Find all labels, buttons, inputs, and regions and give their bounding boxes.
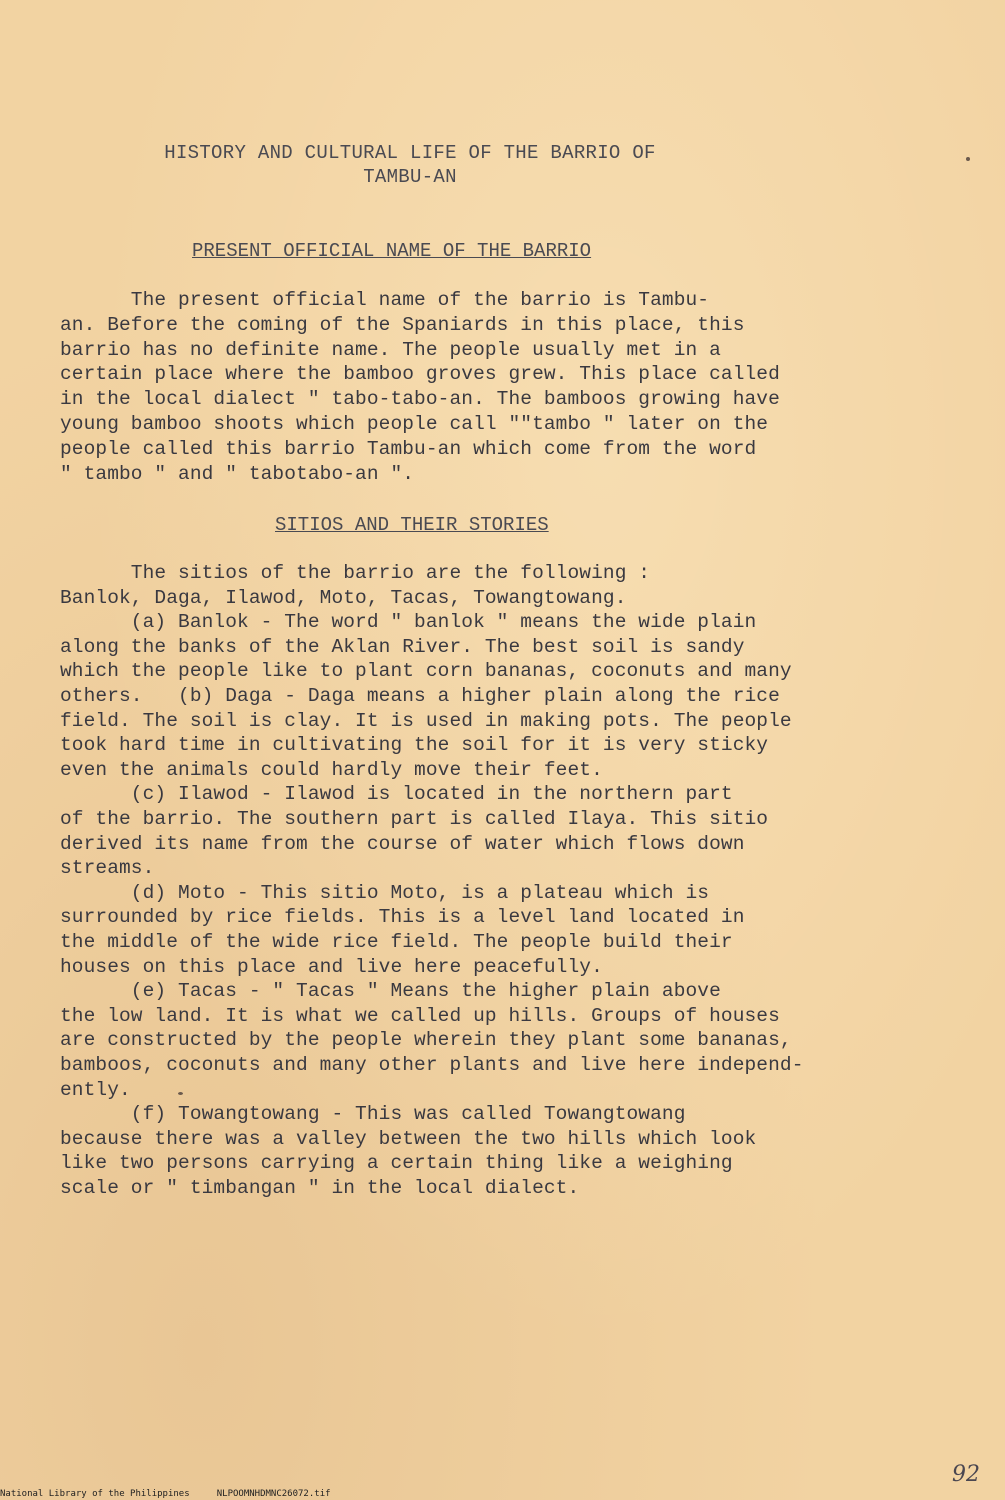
official-name-text-line: an. Before the coming of the Spaniards in this place, this [60, 313, 745, 336]
section-heading-official-name: PRESENT OFFICIAL NAME OF THE BARRIO [192, 240, 592, 262]
sitios-text-line: derived its name from the course of water which flows down [60, 832, 745, 855]
sitios-text-line: along the banks of the Aklan River. The best soil is sandy [60, 635, 745, 658]
sitios-text-line: like two persons carrying a certain thing like a weighing [60, 1152, 733, 1175]
sitios-text-line: which the people like to plant corn bananas, coconuts and many [60, 660, 792, 683]
document-title-line-1: HISTORY AND CULTURAL LIFE OF THE BARRIO OF [164, 142, 656, 164]
official-name-text-line: certain place where the bamboo groves grew. This place called [60, 363, 780, 386]
sitios-text-line: scale or " timbangan " in the local dialect. [60, 1177, 580, 1199]
sitios-text-line: surrounded by rice fields. This is a level land located in [60, 906, 745, 929]
sitios-text-line: (a) Banlok - The word " banlok " means the wide plain [60, 611, 757, 634]
archive-footer: National Library of the Philippines NLPOOMNHDMNC26072.tif [0, 1489, 331, 1499]
sitios-text-line: of the barrio. The southern part is called Ilaya. This sitio [60, 808, 769, 830]
sitios-text-line: took hard time in cultivating the soil for it is very sticky [60, 734, 769, 757]
official-name-text-line: in the local dialect " tabo-tabo-an. The bamboos growing have [60, 388, 780, 411]
document-title-line-2: TAMBU-AN [363, 166, 457, 188]
sitios-text-line: are constructed by the people wherein they plant some bananas, [60, 1029, 792, 1052]
ink-speck [966, 157, 970, 161]
ink-speck [178, 1092, 183, 1095]
sitios-text-line: (f) Towangtowang - This was called Towangtowang [60, 1103, 686, 1126]
sitios-text-line: others. (b) Daga - Daga means a higher plain along the rice [60, 685, 780, 707]
page-number: 92 [952, 1462, 980, 1487]
sitios-text-line: (e) Tacas - " Tacas " Means the higher plain above [60, 980, 721, 1003]
sitios-text-line: streams. [60, 857, 155, 880]
sitios-text-line: (c) Ilawod - Ilawod is located in the northern part [60, 783, 733, 806]
sitios-text-line: the low land. It is what we called up hills. Groups of houses [60, 1004, 780, 1027]
sitios-text-line: field. The soil is clay. It is used in making pots. The people [60, 709, 792, 732]
sitios-text-line: (d) Moto - This sitio Moto, is a plateau which is [60, 881, 710, 904]
official-name-text-line: young bamboo shoots which people call ""tambo " later on the [60, 413, 769, 435]
sitios-text-line: Banlok, Daga, Ilawod, Moto, Tacas, Towangtowang. [60, 586, 627, 609]
official-name-text-line: people called this barrio Tambu-an which come from the word [60, 437, 757, 460]
sitios-text-line: ently. [60, 1078, 131, 1101]
official-name-text-line: barrio has no definite name. The people usually met in a [60, 338, 721, 361]
official-name-text-line: " tambo " and " tabotabo-an ". [60, 462, 415, 485]
sitios-text-line: The sitios of the barrio are the following : [60, 562, 651, 584]
sitios-text-line: even the animals could hardly move their feet. [60, 758, 603, 781]
sitios-text-line: bamboos, coconuts and many other plants and live here independ- [60, 1054, 804, 1076]
sitios-text-line: because there was a valley between the two hills which look [60, 1127, 757, 1150]
section-heading-sitios: SITIOS AND THEIR STORIES [275, 514, 549, 536]
sitios-text-line: the middle of the wide rice field. The people build their [60, 931, 733, 953]
official-name-text-line: The present official name of the barrio is Tambu- [60, 289, 710, 311]
sitios-text-line: houses on this place and live here peacefully. [60, 955, 603, 978]
